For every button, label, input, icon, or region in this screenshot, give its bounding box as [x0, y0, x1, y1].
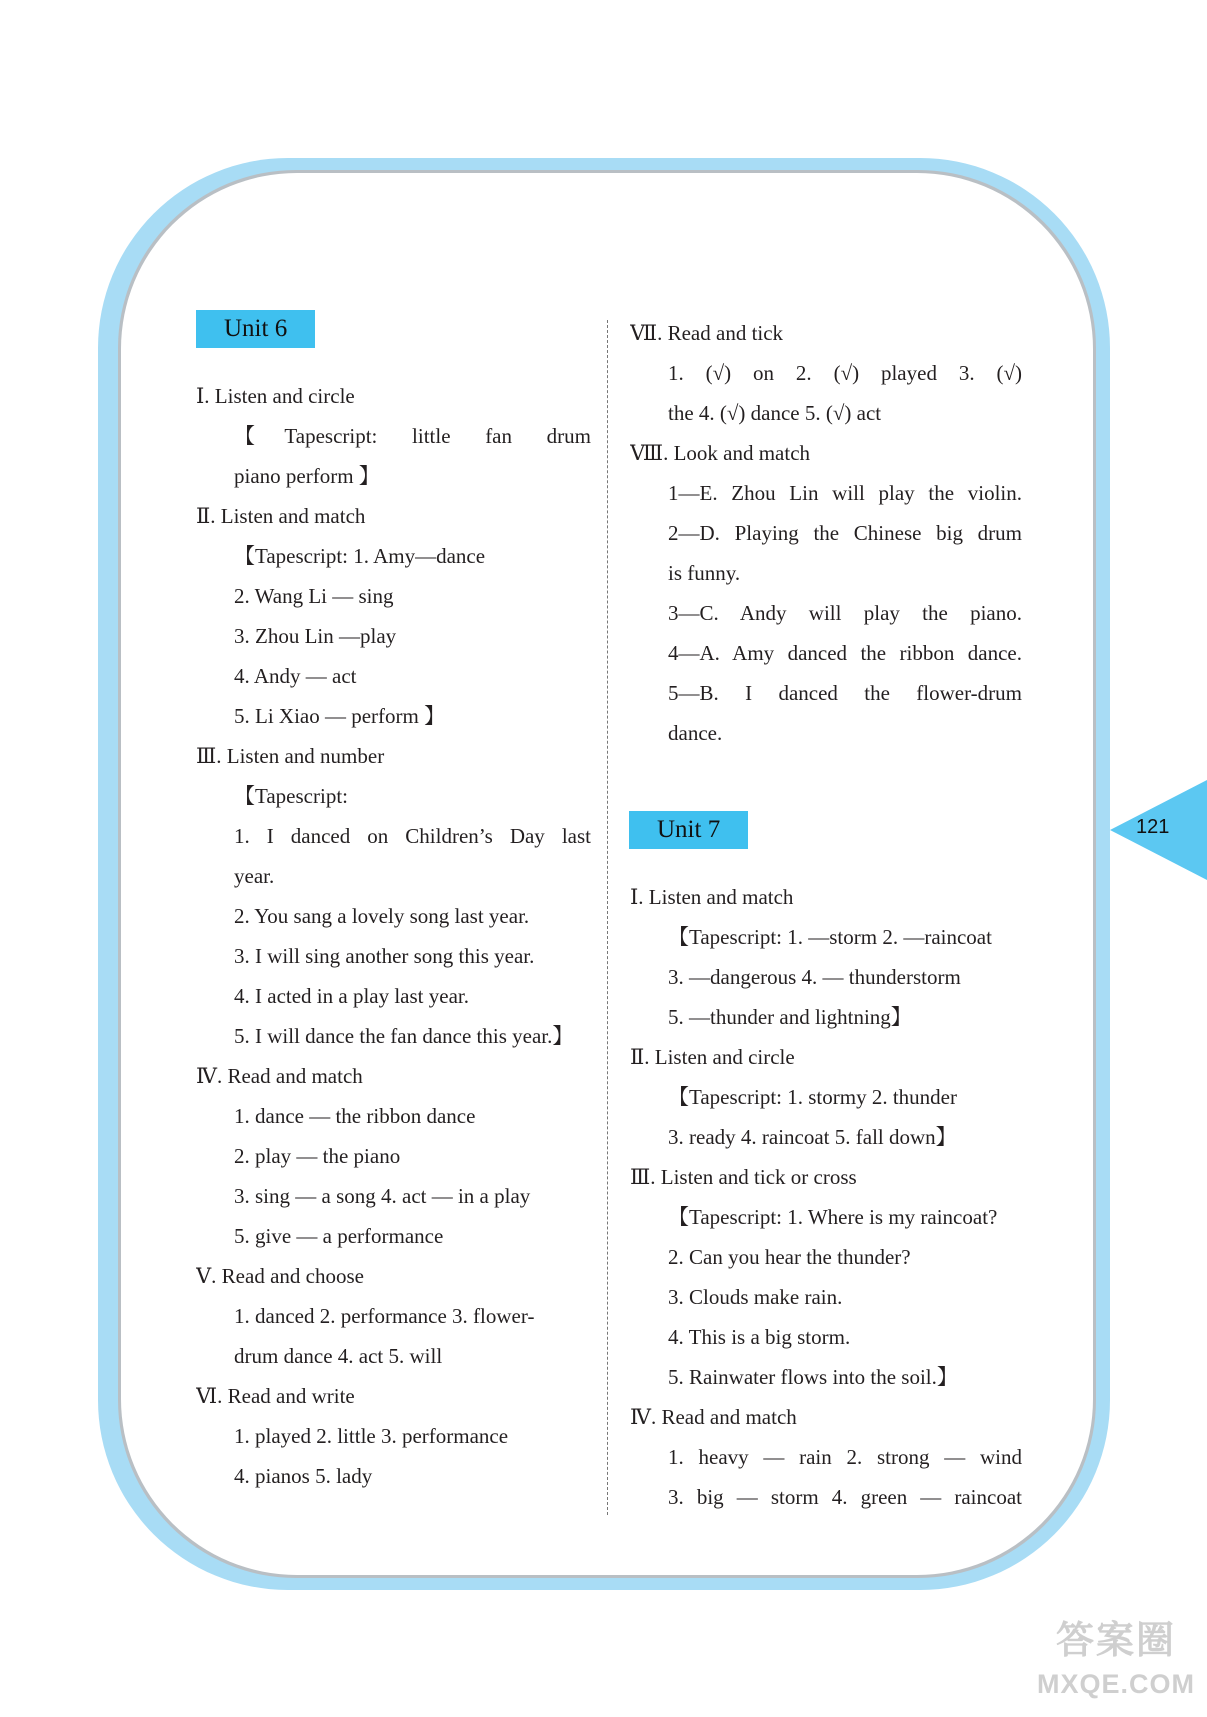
watermark-logo-text: 答案圈	[1055, 1620, 1176, 1662]
answer-line: 5—B. I danced the flower-drum	[668, 681, 1022, 705]
answer-line: 3. Zhou Lin —play	[234, 624, 397, 648]
section-heading: Ⅵ. Read and write	[196, 1384, 355, 1408]
section-heading: Ⅲ. Listen and tick or cross	[630, 1165, 857, 1189]
answer-line: 4. I acted in a play last year.	[234, 984, 469, 1008]
answer-line: year.	[234, 864, 275, 888]
answer-line: 3. I will sing another song this year.	[234, 944, 535, 968]
answer-line: 【Tapescript: 1. Where is my raincoat?	[668, 1205, 998, 1229]
answer-line: 【Tapescript:	[234, 784, 348, 808]
column-divider	[607, 320, 608, 1515]
section-heading: Ⅳ. Read and match	[630, 1405, 797, 1429]
answer-line: 2. Wang Li — sing	[234, 584, 394, 608]
answer-line: piano perform 】	[234, 464, 380, 488]
section-heading: Ⅲ. Listen and number	[196, 744, 385, 768]
section-heading: Ⅴ. Read and choose	[196, 1264, 364, 1288]
answer-line: 1. played 2. little 3. performance	[234, 1424, 509, 1448]
unit-6-heading: Unit 6	[196, 310, 315, 348]
section-heading: Ⅱ. Listen and match	[196, 504, 366, 528]
answer-line: 3—C. Andy will play the piano.	[668, 601, 1022, 625]
section-heading: Ⅰ. Listen and match	[630, 885, 794, 909]
answer-line: 【Tapescript: 1. Amy—dance	[234, 544, 486, 568]
page-number: 121	[1136, 816, 1170, 838]
answer-line: 3. big — storm 4. green — raincoat	[668, 1485, 1022, 1509]
answer-line: 2. You sang a lovely song last year.	[234, 904, 530, 928]
watermark-logo	[1030, 1615, 1202, 1715]
answer-line: 4. pianos 5. lady	[234, 1464, 373, 1488]
answer-line: 【Tapescript: 1. —storm 2. —raincoat	[668, 925, 992, 949]
left-column	[196, 310, 591, 1496]
answer-line: 1. (√) on 2. (√) played 3. (√)	[668, 361, 1022, 385]
answer-line: 【Tapescript: little fan drum	[234, 424, 591, 448]
spacer	[630, 753, 1022, 811]
answer-line: 1—E. Zhou Lin will play the violin.	[668, 481, 1022, 505]
answer-line: 5. give — a performance	[234, 1224, 444, 1248]
answer-line: 4. Andy — act	[234, 664, 357, 688]
section-heading: Ⅷ. Look and match	[630, 441, 811, 465]
answer-line: 【Tapescript: 1. stormy 2. thunder	[668, 1085, 957, 1109]
section-heading: Ⅰ. Listen and circle	[196, 384, 355, 408]
answer-line: dance.	[668, 721, 723, 745]
answer-line: 1. heavy — rain 2. strong — wind	[668, 1445, 1022, 1469]
answer-line: 1. danced 2. performance 3. flower-	[234, 1304, 535, 1328]
section-heading: Ⅳ. Read and match	[196, 1064, 363, 1088]
right-column	[630, 313, 1022, 1517]
answer-line: 3. sing — a song 4. act — in a play	[234, 1184, 531, 1208]
answer-line: 5. Li Xiao — perform 】	[234, 704, 446, 728]
answer-line: 2—D. Playing the Chinese big drum	[668, 521, 1022, 545]
answer-line: 1. dance — the ribbon dance	[234, 1104, 476, 1128]
watermark-domain: MXQE.COM	[1036, 1669, 1195, 1699]
answer-line: 2. play — the piano	[234, 1144, 401, 1168]
answer-line: 3. Clouds make rain.	[668, 1285, 843, 1309]
section-heading: Ⅶ. Read and tick	[630, 321, 784, 345]
answer-line: the 4. (√) dance 5. (√) act	[668, 401, 882, 425]
answer-line: 2. Can you hear the thunder?	[668, 1245, 911, 1269]
answer-line: is funny.	[668, 561, 741, 585]
answer-line: 3. ready 4. raincoat 5. fall down】	[668, 1125, 957, 1149]
answer-line: 5. —thunder and lightning】	[668, 1005, 912, 1029]
answer-line: 4—A. Amy danced the ribbon dance.	[668, 641, 1022, 665]
unit-7-heading: Unit 7	[629, 811, 748, 849]
answer-line: 3. —dangerous 4. — thunderstorm	[668, 965, 961, 989]
answer-line: drum dance 4. act 5. will	[234, 1344, 443, 1368]
answer-line: 5. I will dance the fan dance this year.】	[234, 1024, 574, 1048]
answer-line: 1. I danced on Children’s Day last	[234, 824, 591, 848]
section-heading: Ⅱ. Listen and circle	[630, 1045, 795, 1069]
answer-line: 5. Rainwater flows into the soil.】	[668, 1365, 958, 1389]
answer-line: 4. This is a big storm.	[668, 1325, 851, 1349]
